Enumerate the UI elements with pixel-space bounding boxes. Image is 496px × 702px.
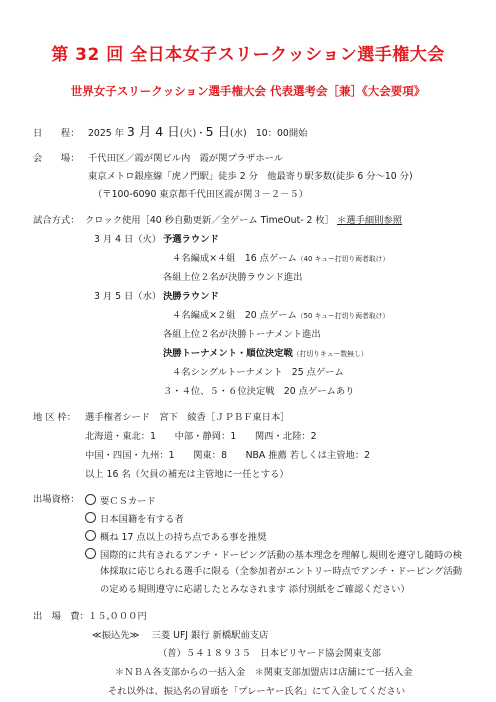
- fee-note1: ＊ＮＢＡ各支部からの一括入金 ＊関東支部加盟店は店舗にて一括入金: [115, 667, 413, 678]
- regional-line3: 中国・四国・九州：1 関東：8 NBA 推薦 若しくは主管地：2: [85, 450, 371, 461]
- schedule-label: 日 程：: [33, 128, 80, 139]
- checkbox-icon: [85, 530, 96, 541]
- venue-line3: （〒100-6090 東京都千代田区霞が関３－２－５）: [93, 189, 309, 200]
- fee-label: 出 場 費：: [33, 611, 89, 622]
- regional-label: 地 区 枠：: [33, 412, 77, 423]
- day1-round: 予選ラウンド: [163, 234, 219, 245]
- fee-amount: １５,０００円: [88, 611, 147, 622]
- day1-date: 3 月 4 日（火）: [94, 234, 162, 245]
- fee-account: （普）５４１８９３５ 日本ビリヤード協会関東支部: [158, 648, 381, 659]
- day2-cue-limit: （50 キュー打切り両者取け）: [296, 312, 390, 320]
- format-line1: [85, 215, 402, 227]
- venue-line2: 東京メトロ銀座線「虎ノ門駅」徒歩 2 分 他最寄り駅多数(徒歩 6 分〜10 分): [88, 171, 413, 182]
- schedule-day2: 5 日: [205, 124, 231, 139]
- fee-note2: それ以外は、振込名の冒頭を「プレーヤー氏名」にて入金してください: [108, 686, 406, 697]
- eligibility-cont2: の定める規則遵守に応諾したとみなされます 添付別紙をご確認ください）: [100, 584, 410, 595]
- eligibility-cont1: 体採取に応じられる選手に限る（全参加者がエントリー時点でアンチ・ドーピング活動: [100, 566, 463, 577]
- final-cue-note: （打切りキュー数無し）: [292, 350, 368, 358]
- final-line1: ４名シングルトーナメント 25 点ゲーム: [172, 367, 344, 378]
- schedule-value: [88, 124, 307, 142]
- day2-round: 決勝ラウンド: [163, 291, 219, 302]
- format-rules-note: ＊選手細則参照: [336, 215, 403, 226]
- day1-line1: [172, 253, 389, 265]
- regional-line2: 北海道・東北：1 中部・静岡：1 関西・北陸：2: [85, 431, 317, 442]
- eligibility-label: 出場資格：: [33, 494, 80, 505]
- eligibility-item: 日本国籍を有する者: [85, 512, 184, 526]
- regional-line4: 以上 16 名（欠員の補充は主管地に一任とする）: [85, 469, 289, 480]
- day1-format: ４名編成×４組 16 点ゲーム: [172, 253, 297, 264]
- schedule-separator: ・: [196, 128, 206, 139]
- day2-line1: [172, 310, 389, 322]
- checkbox-icon: [85, 512, 96, 523]
- regional-line1: 選手権者シード 宮下 綾香［ＪＰＢＦ東日本］: [85, 412, 290, 423]
- schedule-time: 10：00開始: [246, 128, 308, 139]
- day2-format: ４名編成×２組 20 点ゲーム: [172, 310, 297, 321]
- venue-line1: 千代田区／霞が関ビル内 霞が関プラザホール: [88, 153, 284, 164]
- eligibility-item: 国際的に共有されるアンチ・ドーピング活動の基本理念を理解し規則を遵守し随時の検: [85, 548, 462, 562]
- page-title: 第 32 回 全日本女子スリークッション選手権大会: [51, 45, 445, 65]
- day1-cue-limit: （40 キュー打切り両者取け）: [296, 255, 390, 263]
- checkbox-icon: [85, 494, 96, 505]
- day2-line2: 各組上位２名が決勝トーナメント進出: [163, 329, 321, 340]
- schedule-weekday2: (水): [230, 128, 247, 139]
- schedule-day1: 3 月 4 日: [126, 124, 180, 139]
- schedule-weekday1: (火): [179, 128, 197, 139]
- checkbox-icon: [85, 548, 96, 559]
- format-clock: クロック使用［40 秒自動更新／全ゲーム TimeOut- 2 枚］: [85, 215, 334, 226]
- eligibility-item: 概ね 17 点以上の持ち点である事を推奨: [85, 530, 267, 544]
- fee-bank: ≪振込先≫ 三菱 UFJ 銀行 新橋駅前支店: [92, 630, 269, 641]
- eligibility-item: 要ＣＳカード: [85, 494, 156, 508]
- schedule-year: 2025 年: [88, 128, 124, 139]
- day2-date: 3 月 5 日（水）: [94, 291, 162, 302]
- final-line2: ３・４位、５・６位決定戦 20 点ゲームあり: [163, 386, 355, 397]
- format-label: 試合方式：: [33, 215, 80, 226]
- final-heading: [163, 348, 368, 360]
- day1-line2: 各組上位２名が決勝ラウンド進出: [163, 272, 303, 283]
- venue-label: 会 場：: [33, 153, 80, 164]
- page-subtitle: 世界女子スリークッション選手権大会 代表選考会［兼］《大会要項》: [70, 84, 426, 98]
- final-title: 決勝トーナメント・順位決定戦: [163, 348, 293, 359]
